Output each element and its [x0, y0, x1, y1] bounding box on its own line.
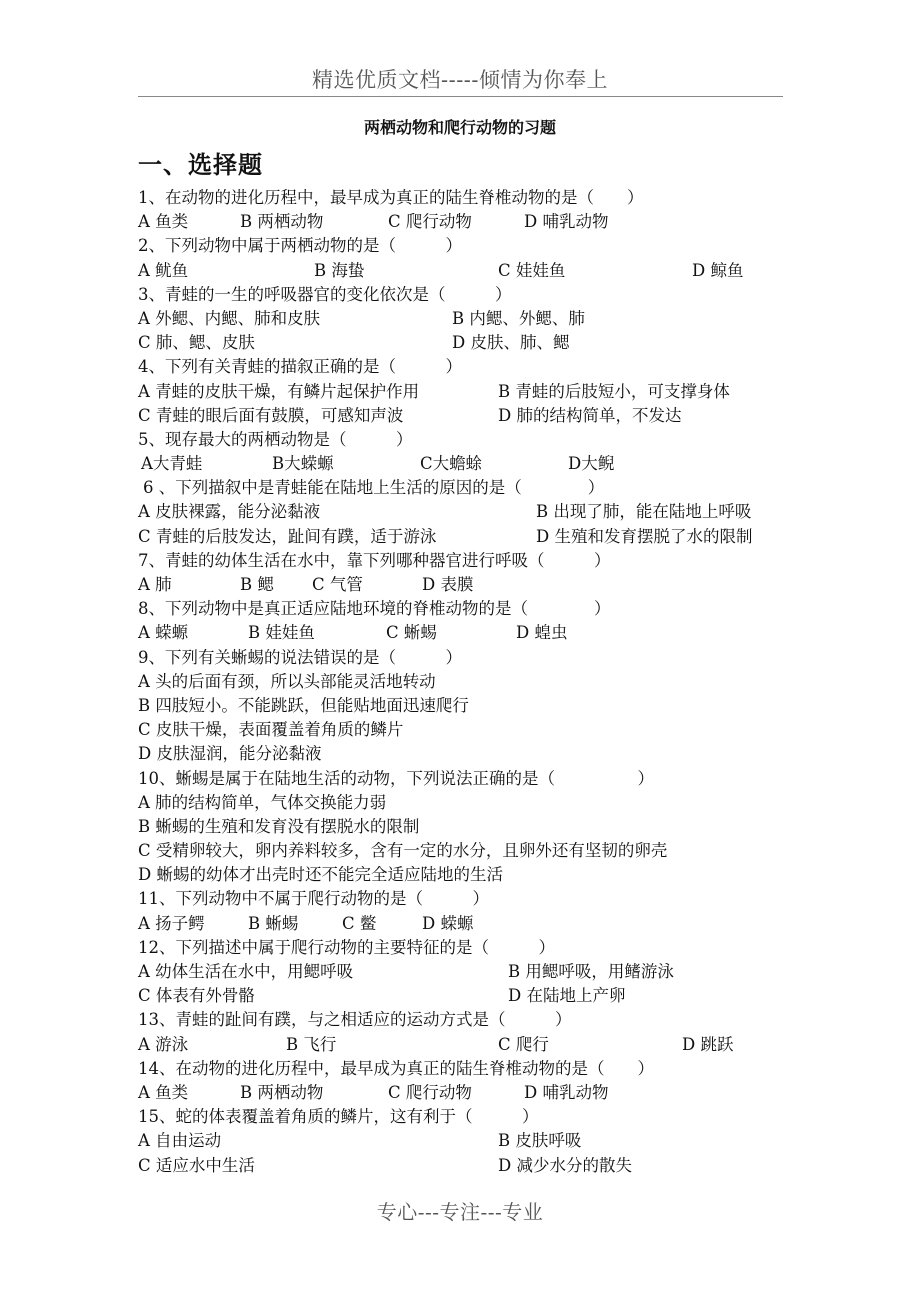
option-d: D 哺乳动物 [524, 1082, 609, 1102]
question-10-option-d [138, 863, 798, 887]
question-12-options-ab [138, 960, 798, 984]
question-text: 14、在动物的进化历程中，最早成为真正的陆生脊椎动物的是（ ） [138, 1058, 654, 1078]
option-d: D 减少水分的散失 [498, 1155, 632, 1175]
question-12-options-cd [138, 984, 798, 1008]
option-b: B大蝾螈 [272, 454, 334, 474]
option-b: B 皮肤呼吸 [498, 1131, 582, 1151]
question-9-option-a [138, 670, 798, 694]
question-text: 6 、下列描叙中是青蛙能在陆地上生活的原因的是（ ） [143, 478, 605, 498]
question-text: 8、下列动物中是真正适应陆地环境的脊椎动物的是（ ） [138, 599, 611, 619]
question-1-options [138, 210, 798, 234]
option-a: A 游泳 [138, 1034, 189, 1054]
option-d: D 肺的结构简单，不发达 [498, 405, 682, 425]
question-1 [138, 186, 798, 210]
question-text: 11、下列动物中不属于爬行动物的是（ ） [138, 889, 489, 909]
question-text: 4、下列有关青蛙的描叙正确的是（ ） [138, 357, 462, 377]
section-heading: 一、选择题 [138, 150, 263, 179]
option-b: B 飞行 [286, 1034, 337, 1054]
option-a: A 青蛙的皮肤干燥，有鳞片起保护作用 [138, 381, 420, 401]
question-2-options [138, 259, 798, 283]
option-a: A 外鳃、内鳃、肺和皮肤 [138, 308, 321, 328]
option-c: C 皮肤干燥，表面覆盖着角质的鳞片 [138, 720, 404, 740]
option-c: C 蜥蜴 [386, 623, 437, 643]
option-c: C 爬行动物 [388, 212, 472, 232]
question-8 [138, 597, 798, 621]
option-b: B 出现了肺，能在陆地上呼吸 [536, 502, 752, 522]
question-10-option-a [138, 791, 798, 815]
question-6-options-ab [138, 500, 798, 524]
option-d: D 皮肤湿润，能分泌黏液 [138, 744, 322, 764]
option-c: C 适应水中生活 [138, 1155, 255, 1175]
question-text: 10、蜥蜴是属于在陆地生活的动物，下列说法正确的是（ ） [138, 768, 654, 788]
option-a: A 肺的结构简单，气体交换能力弱 [138, 792, 387, 812]
question-text: 7、青蛙的幼体生活在水中，靠下列哪种器官进行呼吸（ ） [138, 550, 611, 570]
question-4-options-cd [138, 404, 798, 428]
question-13 [138, 1008, 798, 1032]
option-d: D 蝗虫 [516, 623, 568, 643]
option-c: C 爬行 [498, 1034, 549, 1054]
question-8-options [138, 621, 798, 645]
question-text: 2、下列动物中属于两栖动物的是（ ） [138, 236, 462, 256]
document-title: 两栖动物和爬行动物的习题 [363, 118, 556, 137]
question-text: 12、下列描述中属于爬行动物的主要特征的是（ ） [138, 937, 555, 957]
option-a: A 头的后面有颈，所以头部能灵活地转动 [138, 671, 436, 691]
question-5 [138, 428, 798, 452]
question-10-option-c [138, 839, 798, 863]
question-9-option-d [138, 742, 798, 766]
question-2 [138, 234, 798, 258]
option-c: C 肺、鳃、皮肤 [138, 333, 255, 353]
option-d: D 跳跃 [682, 1034, 734, 1054]
option-d: D 表膜 [422, 575, 474, 594]
question-6-options-cd [138, 525, 798, 549]
question-13-options [138, 1033, 798, 1057]
option-a: A 皮肤裸露，能分泌黏液 [138, 502, 321, 522]
option-a: A 幼体生活在水中，用鳃呼吸 [138, 962, 354, 981]
question-9 [138, 646, 798, 670]
question-6 [138, 476, 798, 500]
question-10-option-b [138, 815, 798, 839]
option-c: C 娃娃鱼 [498, 260, 566, 280]
question-text: 5、现存最大的两栖动物是（ ） [138, 429, 413, 449]
option-a: A 扬子鳄 [138, 913, 205, 933]
question-text: 13、青蛙的趾间有蹼，与之相适应的运动方式是（ ） [138, 1010, 572, 1030]
option-a: A 自由运动 [138, 1131, 222, 1151]
header-divider [138, 96, 783, 97]
option-b: B 青蛙的后肢短小，可支撑身体 [498, 381, 730, 401]
question-3 [138, 283, 798, 307]
option-b: B 鳃 [240, 575, 274, 594]
option-a: A大青蛙 [141, 454, 203, 474]
option-b: B 海蛰 [314, 260, 365, 280]
option-b: B 娃娃鱼 [248, 623, 315, 643]
question-12 [138, 936, 798, 960]
option-b: B 两栖动物 [240, 1082, 324, 1102]
question-10 [138, 767, 798, 791]
option-a: A 鱿鱼 [138, 260, 189, 280]
question-14-options [138, 1081, 798, 1105]
option-c: C 青蛙的后肢发达，趾间有蹼，适于游泳 [138, 526, 437, 546]
question-9-option-b [138, 694, 798, 718]
option-b: B 蜥蜴的生殖和发育没有摆脱水的限制 [138, 816, 420, 836]
option-a: A 鱼类 [138, 1082, 189, 1102]
question-text: 1、在动物的进化历程中，最早成为真正的陆生脊椎动物的是（ ） [138, 188, 644, 207]
option-c: C 鳖 [342, 913, 377, 933]
question-text: 15、蛇的体表覆盖着角质的鳞片，这有利于（ ） [138, 1107, 539, 1127]
question-4 [138, 355, 798, 379]
option-b: B 蜥蜴 [248, 913, 299, 933]
question-5-options [138, 452, 798, 476]
option-b: B 内鳃、外鳃、肺 [452, 308, 585, 328]
option-c: C 青蛙的眼后面有鼓膜，可感知声波 [138, 405, 404, 425]
question-3-options-cd [138, 331, 798, 355]
question-text: 9、下列有关蜥蜴的说法错误的是（ ） [138, 647, 462, 667]
question-7-options [138, 573, 798, 597]
question-3-options-ab [138, 307, 798, 331]
option-c: C大蟾蜍 [420, 454, 483, 474]
option-c: C 气管 [312, 575, 363, 594]
option-c: C 受精卵较大，卵内养料较多，含有一定的水分，且卵外还有坚韧的卵壳 [138, 841, 668, 861]
option-c: C 爬行动物 [388, 1082, 472, 1102]
option-d: D 蜥蜴的幼体才出壳时还不能完全适应陆地的生活 [138, 865, 503, 885]
option-b: B 四肢短小。不能跳跃，但能贴地面迅速爬行 [138, 695, 469, 715]
question-11 [138, 887, 798, 911]
page-footer: 专心---专注---专业 [376, 1200, 544, 1224]
question-list [138, 186, 798, 1178]
option-c: C 体表有外骨骼 [138, 986, 255, 1006]
option-d: D大鲵 [568, 454, 615, 474]
option-a: A 鱼类 [138, 212, 189, 232]
option-b: B 用鳃呼吸，用鳍游泳 [508, 962, 674, 981]
question-7 [138, 549, 798, 573]
question-15 [138, 1105, 798, 1129]
question-9-option-c [138, 718, 798, 742]
question-4-options-ab [138, 380, 798, 404]
option-d: D 在陆地上产卵 [508, 986, 626, 1006]
option-b: B 两栖动物 [240, 212, 324, 232]
option-d: D 鲸鱼 [692, 260, 744, 280]
question-14 [138, 1057, 798, 1081]
question-15-options-cd [138, 1154, 798, 1178]
question-15-options-ab [138, 1129, 798, 1153]
option-d: D 蝾螈 [422, 913, 474, 933]
question-11-options [138, 912, 798, 936]
option-a: A 蝾螈 [138, 623, 189, 643]
page-header: 精选优质文档-----倾情为你奉上 [312, 68, 608, 92]
option-d: D 哺乳动物 [524, 212, 609, 232]
option-a: A 肺 [138, 575, 172, 594]
option-d: D 生殖和发育摆脱了水的限制 [536, 526, 753, 546]
option-d: D 皮肤、肺、鳃 [452, 333, 570, 353]
question-text: 3、青蛙的一生的呼吸器官的变化依次是（ ） [138, 284, 512, 304]
